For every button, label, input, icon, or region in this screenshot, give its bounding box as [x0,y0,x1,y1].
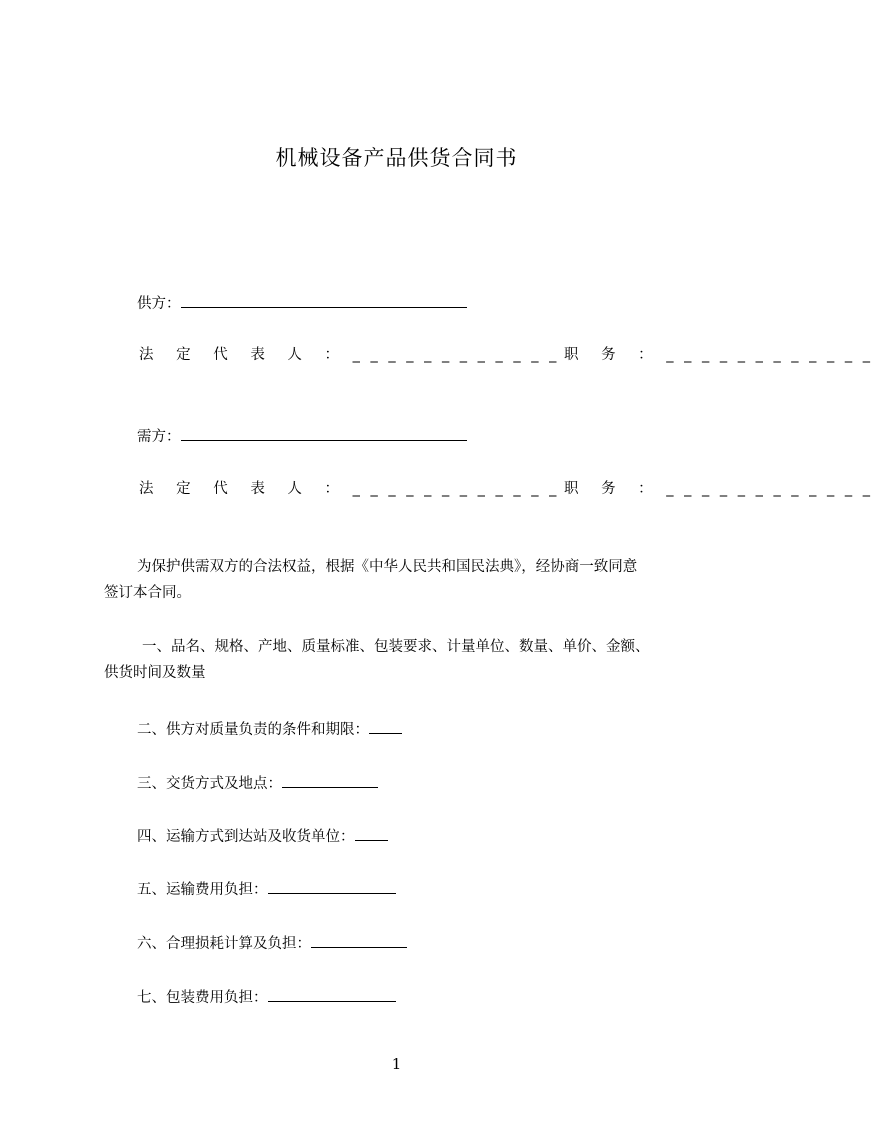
clause-7-blank[interactable] [268,986,396,1002]
buyer-rep-label: 法 定 代 表 人 ： [139,481,349,497]
supplier-position-blank[interactable]: _ _ _ _ _ _ _ _ _ _ _ _ [666,347,873,363]
clause-3-text: 三、交货方式及地点： [137,776,282,792]
clause-1-line-2: 供货时间及数量 [104,665,206,681]
supplier-position-label: 职 务 ： [563,347,662,363]
clause-5-text: 五、运输费用负担： [137,882,268,898]
buyer-rep-blank[interactable]: _ _ _ _ _ _ _ _ _ _ _ _ [352,481,560,497]
buyer-rep-line [139,479,873,499]
clause-7-text: 七、包装费用负担： [137,990,268,1006]
intro-line-1: 为保护供需双方的合法权益，根据《中华人民共和国民法典》，经协商一致同意 [137,559,638,575]
supplier-rep-label: 法 定 代 表 人 ： [139,347,349,363]
document-title: 机械设备产品供货合同书 [275,146,518,170]
clause-4-blank[interactable] [355,825,388,841]
clause-5 [137,878,396,900]
clause-6 [137,932,407,954]
supplier-rep-line [139,345,873,365]
intro-line-2: 签订本合同。 [104,585,191,601]
clause-1-line-1: 一、品名、规格、产地、质量标准、包装要求、计量单位、数量、单价、金额、 [142,639,650,655]
clause-6-blank[interactable] [311,932,407,948]
clause-3-blank[interactable] [282,772,378,788]
buyer-blank[interactable] [181,425,467,441]
clause-5-blank[interactable] [268,878,396,894]
clause-4 [137,825,388,847]
buyer-position-blank[interactable]: _ _ _ _ _ _ _ _ _ _ _ _ [666,481,873,497]
supplier-line [137,292,467,314]
buyer-line [137,425,467,447]
clause-2 [137,718,402,740]
buyer-label: 需方： [137,429,181,445]
clause-2-blank[interactable] [369,718,402,734]
clause-3 [137,772,378,794]
supplier-label: 供方： [137,296,181,312]
supplier-rep-blank[interactable]: _ _ _ _ _ _ _ _ _ _ _ _ [352,347,560,363]
clause-2-text: 二、供方对质量负责的条件和期限： [137,722,369,738]
supplier-blank[interactable] [181,292,467,308]
clause-6-text: 六、合理损耗计算及负担： [137,936,311,952]
page-number: 1 [391,1055,402,1073]
clause-7 [137,986,396,1008]
clause-4-text: 四、运输方式到达站及收货单位： [137,829,355,845]
buyer-position-label: 职 务 ： [563,481,662,497]
